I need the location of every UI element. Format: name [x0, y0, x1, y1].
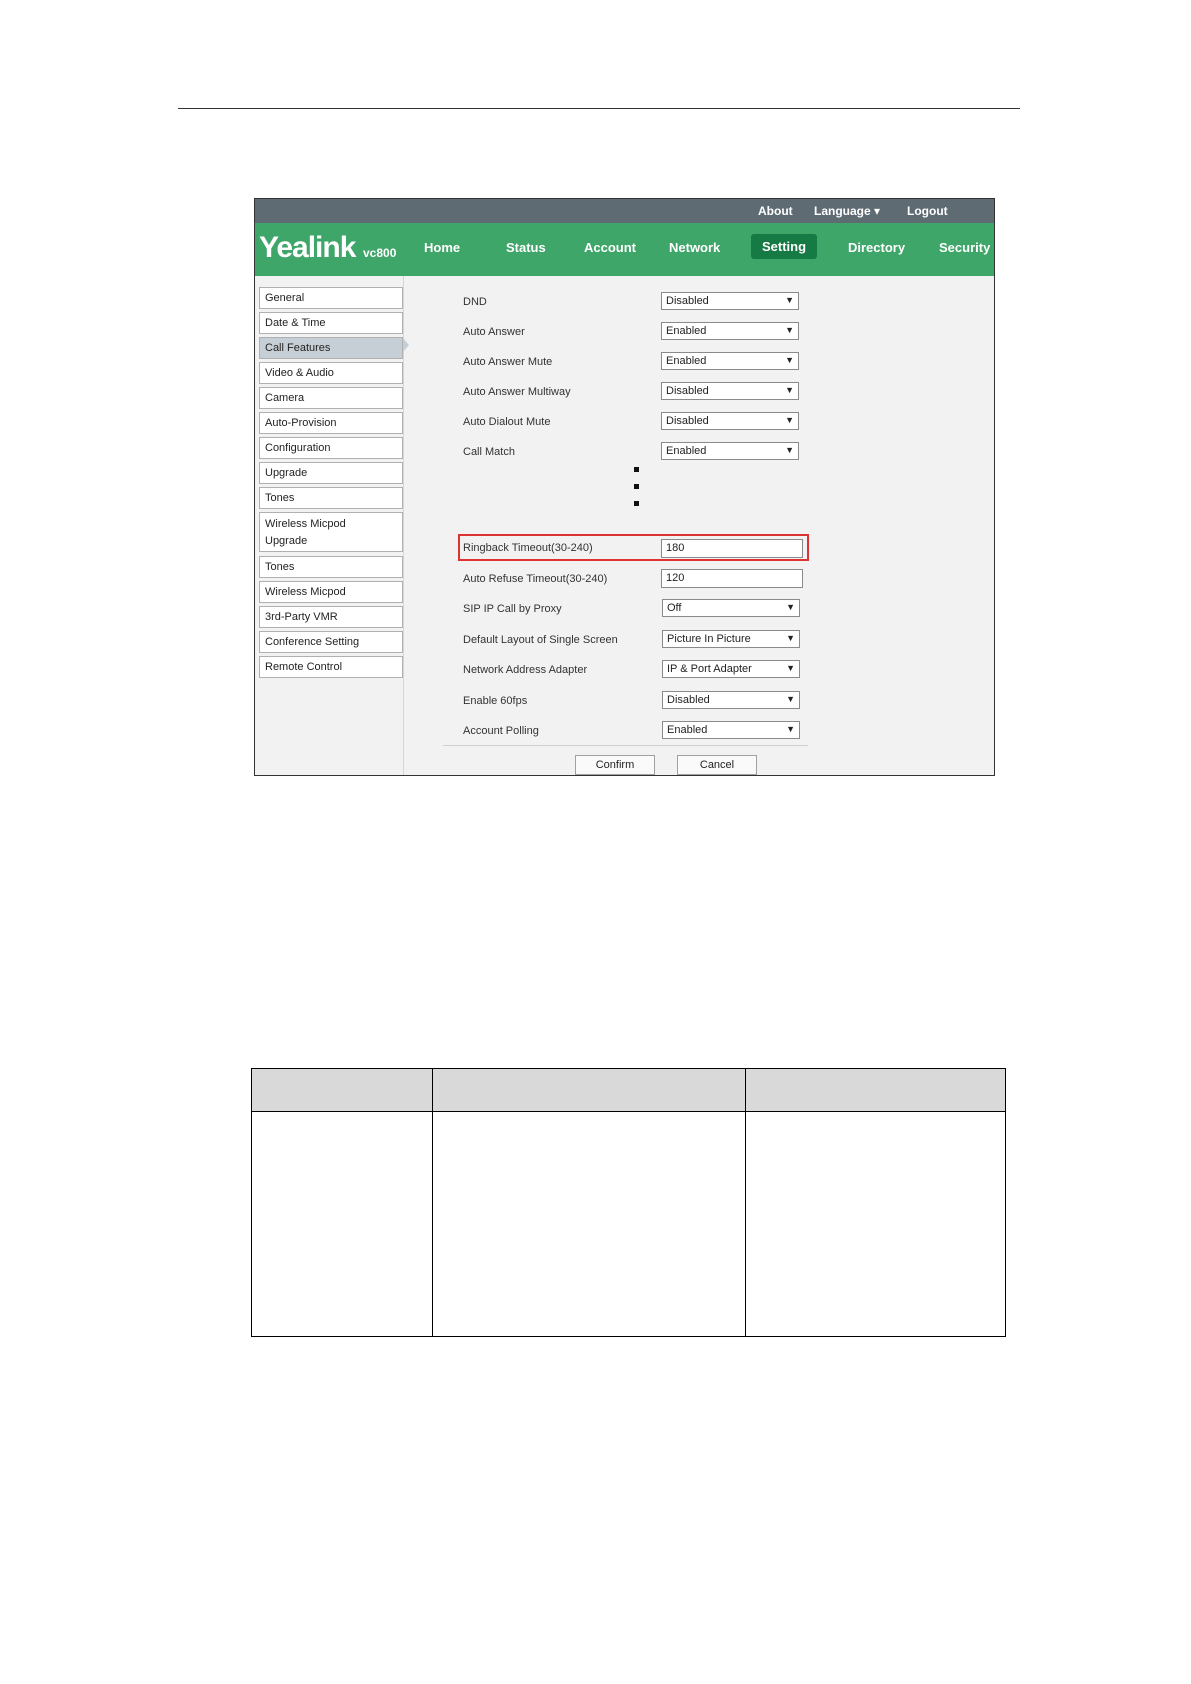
brand-model: vc800 — [363, 246, 397, 260]
field-label-auto-dialout-mute: Auto Dialout Mute — [463, 416, 551, 428]
dropdown-arrow-icon: ▼ — [785, 295, 794, 305]
nav-home[interactable]: Home — [424, 240, 461, 255]
top-bar — [255, 199, 994, 223]
sidebar-item-wireless-micpod[interactable]: Wireless Micpod — [259, 581, 403, 603]
nav-network[interactable]: Network — [669, 240, 721, 255]
sidebar-item-wireless-micpod-upgrade[interactable]: Wireless Micpod Upgrade — [259, 512, 403, 552]
select-value: Off — [667, 602, 682, 614]
ellipsis-dot — [634, 484, 639, 489]
select-value: Enabled — [666, 445, 707, 457]
field-label-auto-refuse-timeout: Auto Refuse Timeout(30-240) — [463, 573, 608, 585]
brand-logo: Yealink — [259, 231, 356, 264]
select-value: Disabled — [666, 385, 709, 397]
table-row — [252, 1112, 1006, 1337]
dropdown-arrow-icon: ▼ — [786, 633, 795, 643]
select-value: Disabled — [667, 694, 710, 706]
dropdown-arrow-icon: ▼ — [785, 355, 794, 365]
select-value: IP & Port Adapter — [667, 663, 752, 675]
active-item-arrow — [403, 338, 409, 352]
sidebar-item-auto-provision[interactable]: Auto-Provision — [259, 412, 403, 434]
select-dnd[interactable] — [661, 292, 799, 310]
nav-status[interactable]: Status — [506, 240, 546, 255]
select-call-match[interactable] — [661, 442, 799, 460]
ringback-timeout-input[interactable]: 180 — [661, 539, 803, 558]
sidebar-item-configuration[interactable]: Configuration — [259, 437, 403, 459]
field-label-auto-answer-mute: Auto Answer Mute — [463, 356, 553, 368]
table-header-row — [252, 1069, 1006, 1112]
table-header-cell — [252, 1069, 433, 1112]
dropdown-arrow-icon: ▼ — [785, 325, 794, 335]
select-value: Enabled — [667, 724, 708, 736]
settings-sidebar — [255, 276, 404, 776]
field-label-account-polling: Account Polling — [463, 725, 539, 737]
confirm-button[interactable]: Confirm — [575, 755, 655, 775]
dropdown-arrow-icon: ▼ — [785, 445, 794, 455]
field-label-dnd: DND — [463, 296, 487, 308]
ellipsis-dot — [634, 467, 639, 472]
sidebar-item-date-time[interactable]: Date & Time — [259, 312, 403, 334]
table-header-cell — [746, 1069, 1006, 1112]
select-account-polling[interactable] — [662, 721, 800, 739]
dropdown-arrow-icon: ▼ — [786, 663, 795, 673]
sidebar-item-camera[interactable]: Camera — [259, 387, 403, 409]
logout-link[interactable]: Logout — [907, 204, 948, 218]
sidebar-item-3rd-party-vmr[interactable]: 3rd-Party VMR — [259, 606, 403, 628]
sidebar-item-upgrade[interactable]: Upgrade — [259, 462, 403, 484]
select-auto-answer-multiway[interactable] — [661, 382, 799, 400]
auto-refuse-timeout-input[interactable]: 120 — [661, 569, 803, 588]
parameter-table — [251, 1068, 1006, 1337]
nav-directory[interactable]: Directory — [848, 240, 906, 255]
sidebar-item-remote-control[interactable]: Remote Control — [259, 656, 403, 678]
field-label-auto-answer-multiway: Auto Answer Multiway — [463, 386, 571, 398]
main-nav-bar — [255, 223, 994, 276]
select-auto-dialout-mute[interactable] — [661, 412, 799, 430]
sidebar-item-tones[interactable]: Tones — [259, 487, 403, 509]
field-label-auto-answer: Auto Answer — [463, 326, 525, 338]
nav-setting[interactable]: Setting — [751, 234, 817, 259]
field-label-ringback-timeout: Ringback Timeout(30-240) — [463, 542, 593, 554]
field-label-call-match: Call Match — [463, 446, 515, 458]
page-header-rule — [178, 108, 1020, 109]
field-label-default-layout: Default Layout of Single Screen — [463, 634, 618, 646]
sidebar-item-video-audio[interactable]: Video & Audio — [259, 362, 403, 384]
select-value: Disabled — [666, 295, 709, 307]
dropdown-arrow-icon: ▼ — [785, 415, 794, 425]
nav-security[interactable]: Security — [939, 240, 991, 255]
language-menu[interactable]: Language ▾ — [814, 204, 881, 218]
sidebar-item-general[interactable]: General — [259, 287, 403, 309]
select-enable-60fps[interactable] — [662, 691, 800, 709]
table-cell — [433, 1112, 746, 1337]
cancel-button[interactable]: Cancel — [677, 755, 757, 775]
dropdown-arrow-icon: ▼ — [786, 724, 795, 734]
web-ui-screenshot — [254, 198, 995, 776]
select-value: Enabled — [666, 355, 707, 367]
sidebar-item-call-features[interactable]: Call Features — [259, 337, 403, 359]
select-default-layout[interactable] — [662, 630, 800, 648]
nav-account[interactable]: Account — [584, 240, 636, 255]
about-link[interactable]: About — [758, 204, 793, 218]
select-auto-answer[interactable] — [661, 322, 799, 340]
ellipsis-dot — [634, 501, 639, 506]
select-sip-ip-call-by-proxy[interactable] — [662, 599, 800, 617]
sidebar-item-conference-setting[interactable]: Conference Setting — [259, 631, 403, 653]
select-value: Disabled — [666, 415, 709, 427]
select-network-address-adapter[interactable] — [662, 660, 800, 678]
table-header-cell — [433, 1069, 746, 1112]
table-cell — [252, 1112, 433, 1337]
dropdown-arrow-icon: ▼ — [786, 694, 795, 704]
field-label-sip-ip-call-by-proxy: SIP IP Call by Proxy — [463, 603, 562, 615]
table-cell — [746, 1112, 1006, 1337]
field-label-enable-60fps: Enable 60fps — [463, 695, 528, 707]
field-label-network-address-adapter: Network Address Adapter — [463, 664, 588, 676]
dropdown-arrow-icon: ▼ — [786, 602, 795, 612]
sidebar-item-tones-2[interactable]: Tones — [259, 556, 403, 578]
select-value: Picture In Picture — [667, 633, 751, 645]
select-auto-answer-mute[interactable] — [661, 352, 799, 370]
dropdown-arrow-icon: ▼ — [785, 385, 794, 395]
select-value: Enabled — [666, 325, 707, 337]
form-divider — [443, 745, 808, 746]
